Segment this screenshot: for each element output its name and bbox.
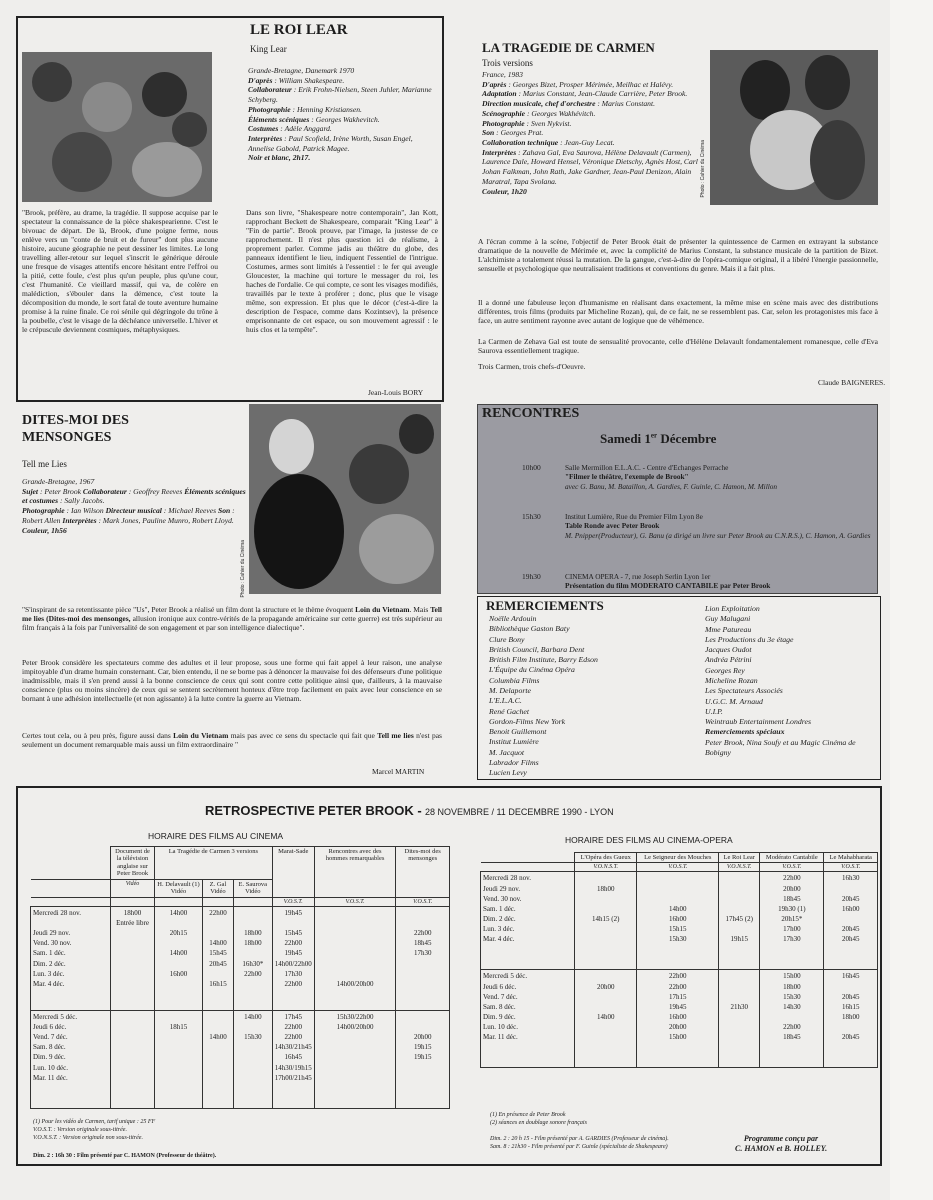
list-item: Andréa Pétrini: [705, 655, 752, 665]
event-details: [565, 463, 873, 491]
dites-photo: [249, 404, 441, 594]
list-item: V.O.S.T. : Version originale sous-titrée.: [33, 1127, 127, 1134]
event-title: Présentation du film MODERATO CANTABILE par Peter Brook: [565, 581, 771, 591]
event-place: CINEMA OPERA - 7, rue Joseph Serlin Lyon 1er: [565, 572, 711, 581]
list-item: M. Delaporte: [489, 685, 532, 695]
event-title: "Filmer le théâtre, l'exemple de Brook": [565, 472, 689, 482]
lear-title: LE ROI LEAR: [250, 22, 348, 38]
credit-label: Éléments scéniques: [248, 114, 310, 124]
list-item: Remerciements spéciaux: [705, 727, 785, 737]
opera-schedule-title: HORAIRE DES FILMS AU CINEMA-OPERA: [565, 835, 733, 845]
event-participants: avec G. Banu, M. Bataillon, A. Gardies, F. Guinle, C. Hamon, M. Millon: [565, 481, 778, 491]
event-participants: M. Pnipper(Producteur), G. Banu (a dirigé un livre sur Peter Brook au C.N.R.S.), C. Hamon, A. Gardies: [565, 530, 871, 540]
credit-line: [482, 89, 687, 98]
carmen-p1: A l'écran comme à la scène, l'objectif de Peter Brook était de présenter la quintessence de Carmen en extrayant la substance dramatique de la nouvelle de Mérimée et, avec la complicité de Marius Constant, la substance musicale de la partition de Bizet. L'alchimiste a totalement réussi la mutation. De la gangue, c'est-à-dire de l'opéra-comique original, il a libéré l'énergie passionnelle, sensuelle et psychologique que neutralisaient traditions et conventions du genre. Mais il a fait plus.: [478, 237, 878, 273]
carmen-title: LA TRAGEDIE DE CARMEN: [482, 40, 655, 55]
list-item: Guy Malugani: [705, 614, 751, 624]
credit-text: : Michael Reeves: [161, 506, 217, 516]
sub-marat: V.O.S.T.: [272, 897, 314, 906]
event-time: 15h30: [522, 512, 541, 521]
col-seigneur: Le Seigneur des Mouches: [637, 853, 719, 863]
list-item: Les Productions du 3e étage: [705, 634, 794, 644]
lear-credits: [248, 66, 438, 163]
credit-label: Photographie: [248, 104, 291, 114]
credit-line: [482, 119, 571, 128]
credit-line: [482, 109, 595, 118]
list-item: U.G.C. M. Arnaud: [705, 696, 763, 706]
event-place: Institut Lumière, Rue du Premier Film Lyon 8e: [565, 512, 703, 521]
credit-line: [62, 516, 233, 525]
list-item: British Council, Barbara Dent: [489, 644, 585, 654]
carmen-author: Claude BAIGNERES.: [818, 378, 886, 387]
credit-label: Éléments scéniques et costumes: [22, 486, 246, 506]
credit-label: Collaborateur: [82, 486, 127, 496]
credit-label: Adaptation: [482, 89, 517, 99]
col-marat: Marat-Sade: [272, 847, 314, 898]
list-item: M. Jacquot: [489, 747, 525, 757]
list-item: Dim. 2 : 20 h 15 - Film présenté par A. GARDIES (Professeur de cinéma).: [490, 1136, 669, 1142]
list-item: (1) Pour les vidéo de Carmen, tarif unique : 25 FF: [33, 1119, 156, 1125]
table-row: Mercredi 28 nov. Jeudi 29 nov. Vend. 30 nov. Sam. 1 déc. Dim. 2 déc. Lun. 3 déc. Mar. 4 déc. 18h00 14h15 (2) 14h00 16h00 15h15 15h30 17h45 (2) 19h15 22h00 20h00 18h45 19h30 (1) 20h15* 17h00 17h30 16h30 20h45 16h00 20h45 20h45: [481, 872, 878, 970]
sub-dites: V.O.S.T.: [396, 897, 450, 906]
list-item: U.I.P.: [705, 706, 723, 716]
cinema-notes: [33, 1118, 155, 1142]
col-opera-gueux: L'Opéra des Gueux: [575, 853, 637, 863]
list-item: L'E.L.A.C.: [489, 696, 522, 706]
credit-label: Costumes: [248, 124, 279, 134]
list-item: (2) séances en doublage sonore français: [490, 1120, 587, 1127]
dites-p1: "S'inspirant de sa retentissante pièce "Us", Peter Brook a réalisé un film dont la structure et le thème évoquent Loin du Vietnam. Mais Tell me lies (Dites-moi des mensonges, allusion ironique aux contre-vérités de la propagande américaine sur cette guerre) est très supérieur au film français à la fois par l'universalité de son engagement et par son intelligence dialectique".: [22, 605, 443, 632]
credit-text: : Jean-Guy Lecat.: [558, 138, 615, 148]
credit-line: [248, 153, 310, 162]
lear-col1: "Brook, préfère, au drame, la tragédie. Il suppose acquise par le spectateur la connaissance de la pièce shakespearienne. C'est le bivouac de départ. De là, Brook, d'une poigne ferme, nous enlève vers un "conte de bruit et de fureur" dont plus aucune histoire, aucune géographie ne peut dessiner les limites. Le long travelling aller-retour sur lequel s'inscrit le générique déroule une fresque de visages attentifs encore hésitant entre l'effroi ou la pitié, cette foule, c'est plus qu'un peuple, plus qu'une cour, c'est l'humanité. Ce vieillard massif, qui va, de colère en malédiction, s'ébouler dans la démence, c'est toute la décomposition du monde, le sort fatal de toute aventure humaine promise à la ruine finale. Ce roi sénile qui dégringole du trône à la poubelle, c'est le visage de la déchéance universelle. L'hiver et le crépuscule deviennent cosmiques, métaphysiques.: [22, 208, 218, 334]
credit-line: [248, 76, 344, 85]
sub-rencontres: V.O.S.T.: [314, 897, 396, 906]
retro-heading: [205, 803, 614, 819]
col-roi-lear: Le Roi Lear: [719, 853, 760, 863]
credit-text: : Georges Wakhevitch.: [309, 114, 380, 124]
list-item: Gordon-Films New York: [489, 716, 566, 726]
page-edge: [890, 0, 933, 1200]
list-item: Jacques Oudot: [705, 645, 752, 655]
credit-text: France, 1983: [482, 70, 523, 79]
credit-line: [482, 99, 655, 108]
list-item: Lion Exploitation: [705, 604, 760, 613]
credit-line: [482, 70, 523, 79]
carmen-subtitle: Trois versions: [482, 58, 533, 68]
remerciements-title: REMERCIEMENTS: [486, 598, 604, 613]
credit-line: [248, 85, 432, 104]
credit-label: Interprètes: [62, 515, 97, 525]
dites-p3: Certes tout cela, ou à peu près, figure aussi dans Loin du Vietnam mais pas avec ce sens du spectacle qui fait que Tell me lies n'est pas seulement un document remarquable mais aussi un film extraordinaire ": [22, 731, 442, 749]
dites-title-2: MENSONGES: [22, 430, 112, 445]
credit-line: [22, 477, 94, 486]
list-item: René Gachet: [489, 706, 530, 716]
dites-photo-credit: Photo : Cahier du Cinéma: [240, 540, 246, 598]
lear-subtitle: King Lear: [250, 44, 287, 54]
list-item: Les Spectateurs Associés: [705, 686, 783, 696]
sub-doc: Vidéo: [111, 879, 155, 897]
credit-line: [22, 506, 104, 515]
list-item: Georges Rey: [705, 665, 745, 675]
opera-dim-notes: [490, 1135, 669, 1151]
credit-label: Noir et blanc, 2h17.: [248, 153, 311, 163]
credit-label: D'après: [248, 75, 273, 85]
credit-label: Directeur musical: [105, 506, 162, 516]
credit-text: : Geoffrey Reeves: [126, 486, 183, 496]
carmen-photo-credit: Photo : Cahier du Cinéma: [700, 140, 706, 198]
opera-schedule-table: L'Opéra des Gueux Le Seigneur des Mouches Le Roi Lear Modérato Cantabile Le Mahabharata V.O.N.S.T. V.O.S.T. V.O.N.S.T. V.O.S.T. V.O.S.T. Mercredi 28 nov. Jeudi 29 nov. Vend. 30 nov. Sam. 1 déc. Dim. 2 déc. Lun. 3 déc. Mar. 4 déc. 18h00 14h15 (2) 14h00 16h00 15h15 15h30 17h45 (2) 19h15 22h00 20h00 18h45 19h30 (1) 20h15* 17h00 17h30 16h30 20h45 16h00 20h45 20h45 Mercredi 5 déc. Jeudi 6 déc. Vend. 7 déc. Sam. 8 déc. Dim. 9 déc. Lun. 10 déc. Mar. 11 déc. 20h00 14h00 22h00 22h00 17h15 19h45 16h00 20h00 15h00 21h30 15h00 18h00 15h30 14h30 22h00 18h45 16h45 20h45 16h15 18h00 20h45: [480, 852, 878, 1068]
credit-label: Collaborateur: [248, 85, 292, 95]
rencontres-title: RENCONTRES: [482, 406, 580, 421]
cinema-schedule-title: HORAIRE DES FILMS AU CINEMA: [148, 831, 284, 841]
col-doc: Document de la télévision anglaise sur Peter Brook: [111, 847, 155, 880]
program-line-2: C. HAMON et B. HOLLEY.: [735, 1144, 828, 1154]
credit-line: [22, 487, 81, 496]
dites-author: Marcel MARTIN: [372, 767, 425, 776]
table-row: Mercredi 5 déc. Jeudi 6 déc. Vend. 7 déc. Sam. 8 déc. Dim. 9 déc. Lun. 10 déc. Mar. 11 déc. 20h00 14h00 22h00 22h00 17h15 19h45 16h00 20h00 15h00 21h30 15h00 18h00 15h30 14h30 22h00 18h45 16h45 20h45 16h15 18h00 20h45: [481, 970, 878, 1068]
credit-text: : Zahava Gal, Eva Saurova, Hélène Delavault (Carmen), Laurence Dale, Howard Hensel, Véronique Dietschy, Agnès Host, Carl Johan Falkman, John Rath, Jake Gardner, Jean-Paul Denizon, Alain Maratral, Tapa Svolana.: [482, 147, 698, 186]
list-item: Lucien Levy: [489, 768, 527, 778]
list-item: V.O.N.S.T. : Version originale non sous-titrée.: [33, 1135, 143, 1142]
credit-line: [22, 526, 67, 535]
carmen-p3: La Carmen de Zehava Gal est toute de sensualité provocante, celle d'Hélène Delavault fondamentalement romanesque, celle d'Eva Saurova essentiellement tragique.: [478, 337, 878, 355]
cinema-schedule-table: [30, 846, 450, 1109]
list-item: Sam. 8 : 21h30 - Film présenté par F. Guinle (spécialiste de Shakespeare): [490, 1144, 668, 1151]
credit-text: : Ian Wilson: [64, 506, 104, 516]
credit-line: [248, 105, 362, 114]
credit-text: : Sven Nykvist.: [524, 118, 572, 128]
col-rencontres: Rencontres avec des hommes remarquables: [314, 847, 396, 898]
credit-text: : Sally Jacobs.: [58, 496, 105, 506]
dites-subtitle: Tell me Lies: [22, 459, 67, 469]
credit-text: : Erik Frohn-Nielsen, Steen Juhler, Marianne Schyberg.: [248, 85, 432, 105]
list-item: Benoit Guillemont: [489, 727, 547, 737]
col-dites: Dites-moi des mensonges: [396, 847, 450, 898]
credit-line: [106, 506, 217, 515]
credit-label: Son: [217, 506, 231, 516]
carmen-p4: Trois Carmen, trois chefs-d'Oeuvre.: [478, 362, 586, 371]
credit-text: Grande-Bretagne, Danemark 1970: [248, 66, 355, 75]
list-item: L'Équipe du Cinéma Opéra: [489, 665, 575, 675]
event-title: Table Ronde avec Peter Brook: [565, 521, 660, 531]
credit-text: Grande-Bretagne, 1967: [22, 477, 95, 486]
credit-text: : Peter Brook: [38, 486, 81, 496]
list-item: British Film Institute, Barry Edson: [489, 655, 598, 665]
credit-label: Photographie: [22, 506, 65, 516]
remerciements-left: [489, 614, 598, 779]
credit-text: : Adèle Anggard.: [278, 124, 332, 134]
credit-text: : Mark Jones, Pauline Munro, Robert Lloyd.: [96, 515, 234, 525]
credit-label: Interprètes: [482, 147, 517, 157]
list-item: Columbia Films: [489, 675, 540, 685]
credit-label: Photographie: [482, 118, 525, 128]
carmen-photo: [710, 50, 878, 205]
credit-label: Couleur, 1h56: [22, 525, 67, 535]
col-delavault: H. Delavault (1) Vidéo: [155, 879, 203, 897]
col-mahabharata: Le Mahabharata: [824, 853, 878, 863]
credit-text: : Georges Bizet, Prosper Mérimée, Meilhac et Halévy.: [506, 79, 674, 89]
credit-line: [248, 134, 413, 153]
credit-line: [482, 148, 698, 186]
dites-title-1: DITES-MOI DES: [22, 413, 129, 428]
credit-text: : Robert Allen: [22, 506, 235, 525]
carmen-credits: [482, 70, 704, 196]
rencontres-date: Samedi 1er Décembre: [600, 431, 717, 446]
list-item: Peter Brook, Nina Soufy et au Magic Cinéma de Bobigny: [705, 737, 856, 757]
list-item: Labrador Films: [489, 757, 539, 767]
event-time: 10h00: [522, 463, 541, 472]
credit-label: D'après: [482, 79, 507, 89]
col-saurova: E. Saurova Vidéo: [233, 879, 272, 897]
list-item: Bibliothèque Gaston Baty: [489, 624, 570, 634]
event-place: Salle Mermillon E.L.A.C. - Centre d'Echanges Perrache: [565, 463, 729, 472]
event-time: 19h30: [522, 572, 541, 581]
credit-label: Couleur, 1h20: [482, 186, 527, 196]
credit-line: [248, 124, 332, 133]
list-item: Noëlle Ardouin: [489, 614, 537, 623]
credit-text: : Marius Constant, Jean-Claude Carrière, Peter Brook.: [516, 89, 688, 99]
credit-text: : Georges Wakhévitch.: [525, 108, 596, 118]
credit-line: [83, 487, 182, 496]
credit-line: [482, 138, 615, 147]
list-item: Micheline Rozan: [705, 675, 758, 685]
list-item: Institut Lumière: [489, 737, 539, 747]
credit-line: [248, 66, 354, 75]
lear-author: Jean-Louis BORY: [368, 388, 424, 397]
retro-title: RETROSPECTIVE PETER BROOK -: [205, 803, 422, 818]
carmen-p2: Il a donné une fabuleuse leçon d'humanisme en réalisant dans exactement, la même mise en scène mais avec des distributions différentes, trois films (produits par Micheline Rozan), qui, de ce fait, ne se ressemblent pas. Car, selon les protagonistes mis face à face, un autre sentiment rayonne avec autant de logique que de véhémence.: [478, 298, 878, 325]
credit-line: [482, 187, 527, 196]
dites-credits: [22, 477, 246, 535]
credit-line: [482, 80, 673, 89]
credit-label: Son: [482, 128, 495, 138]
lear-photo: [22, 52, 212, 202]
credit-line: [248, 115, 380, 124]
credit-text: : William Shakespeare.: [272, 75, 345, 85]
opera-notes: [490, 1111, 587, 1127]
credit-label: Sujet: [22, 486, 39, 496]
col-gal: Z. Gal Vidéo: [203, 879, 234, 897]
credit-text: : Paul Scofield, Irène Worth, Susan Engel, Annelise Gabold, Patrick Magee.: [248, 134, 413, 153]
credit-label: Scénographie: [482, 108, 526, 118]
list-item: Mme Patureau: [705, 624, 752, 634]
credit-line: [482, 128, 543, 137]
credit-text: : Henning Kristiansen.: [290, 104, 362, 114]
list-item: Weintraub Entertainment Londres: [705, 717, 811, 727]
credit-label: Interprètes: [248, 134, 283, 144]
list-item: (1) En présence de Peter Brook: [490, 1112, 566, 1118]
event-details: [565, 512, 873, 540]
program-line-1: Programme conçu par: [743, 1134, 819, 1143]
cinema-dim-note: Dim. 2 : 16h 30 : Film présenté par C. HAMON (Professeur de théâtre).: [33, 1153, 217, 1159]
program-credit: [735, 1134, 827, 1155]
table-row: Mercredi 5 déc. Jeudi 6 déc. Vend. 7 déc. Sam. 8 déc. Dim. 9 déc. Lun. 10 déc. Mar. 11 déc. 18h15 14h00 14h00 15h30 17h45 22h00 22h00 14h30/21h45 16h45 14h30/19h15 17h00/21h45 15h30/22h00 14h00/20h00 20h00 19h15 19h15: [31, 1010, 450, 1108]
credit-text: : Marius Constant.: [595, 99, 655, 109]
credit-label: Direction musicale, chef d'orchestre: [482, 99, 596, 109]
col-carmen: La Tragédie de Carmen 3 versions: [155, 847, 273, 880]
remerciements-right: [705, 604, 877, 758]
list-item: Clure Bony: [489, 634, 525, 644]
col-moderato: Modérato Cantabile: [760, 853, 824, 863]
event-details: [565, 572, 873, 591]
credit-label: Collaboration technique: [482, 138, 559, 148]
credit-text: : Georges Prat.: [494, 128, 544, 138]
lear-col2: Dans son livre, "Shakespeare notre contemporain", Jan Kott, rapprochant Beckett de Shakespeare, comparait "King Lear" à "Fin de partie". Brook prouve, par l'image, la justesse de ce rapprochement. Il n'est plus question ici de réalisme, à proprement parler. Comme jadis au théâtre du globe, des panneaux identifient le lieu, indiquent l'essentiel de l'intrigue. Costumes, armes sont limités à l'essentiel : le fer qui aveugle Gloucester, la machine qui torture le messager du roi, les haches de l'ordalie. Ce qui compte, ce sont les visages modifiés, travaillés par le texte à proférer ; donc, plus que le visage même, son expression. Et plus que le décor (c'est-à-dire la description de l'espace, comme dans Kozintsev), la présence emprisonnante de cet espace, ou son mouvement agressif : le huis clos et la tempête".: [246, 208, 438, 334]
table-row: Mercredi 28 nov. Jeudi 29 nov. Vend. 30 nov. Sam. 1 déc. Dim. 2 déc. Lun. 3 déc. Mar. 4 déc. 18h00 Entrée libre 14h00 20h15 14h00 16h00 22h00 14h00 15h45 20h45 16h15 18h00 18h00 16h30* 22h00 19h45 15h45 22h00 19h45 14h00/22h00 17h30 22h00 14h00/20h00 22h00 18h45 17h30: [31, 906, 450, 1010]
dites-p2: Peter Brook considère les spectateurs comme des adultes et il leur propose, sous une forme qui fait appel à leur raison, une analyse impitoyable d'un drame humain consternant. Car, bien entendu, il ne se borne pas à dénoncer la mauvaise foi des défenseurs d'une politique inadmissible, mais il s'en prend aussi à la bonne conscience de ceux qui sont contre cette politique ainsi que, d'ailleurs, à la mauvaise conscience (plus ou moins sincère) de ceux qui se sentent secrètement honteux d'être trop facilement en paix avec leur conscience en se bornant à une adhésion intellectuelle (et non agissante) à la lutte contre la guerre au Vietnam.: [22, 658, 442, 703]
retro-dates: 28 NOVEMBRE / 11 DECEMBRE 1990 - LYON: [424, 807, 614, 817]
